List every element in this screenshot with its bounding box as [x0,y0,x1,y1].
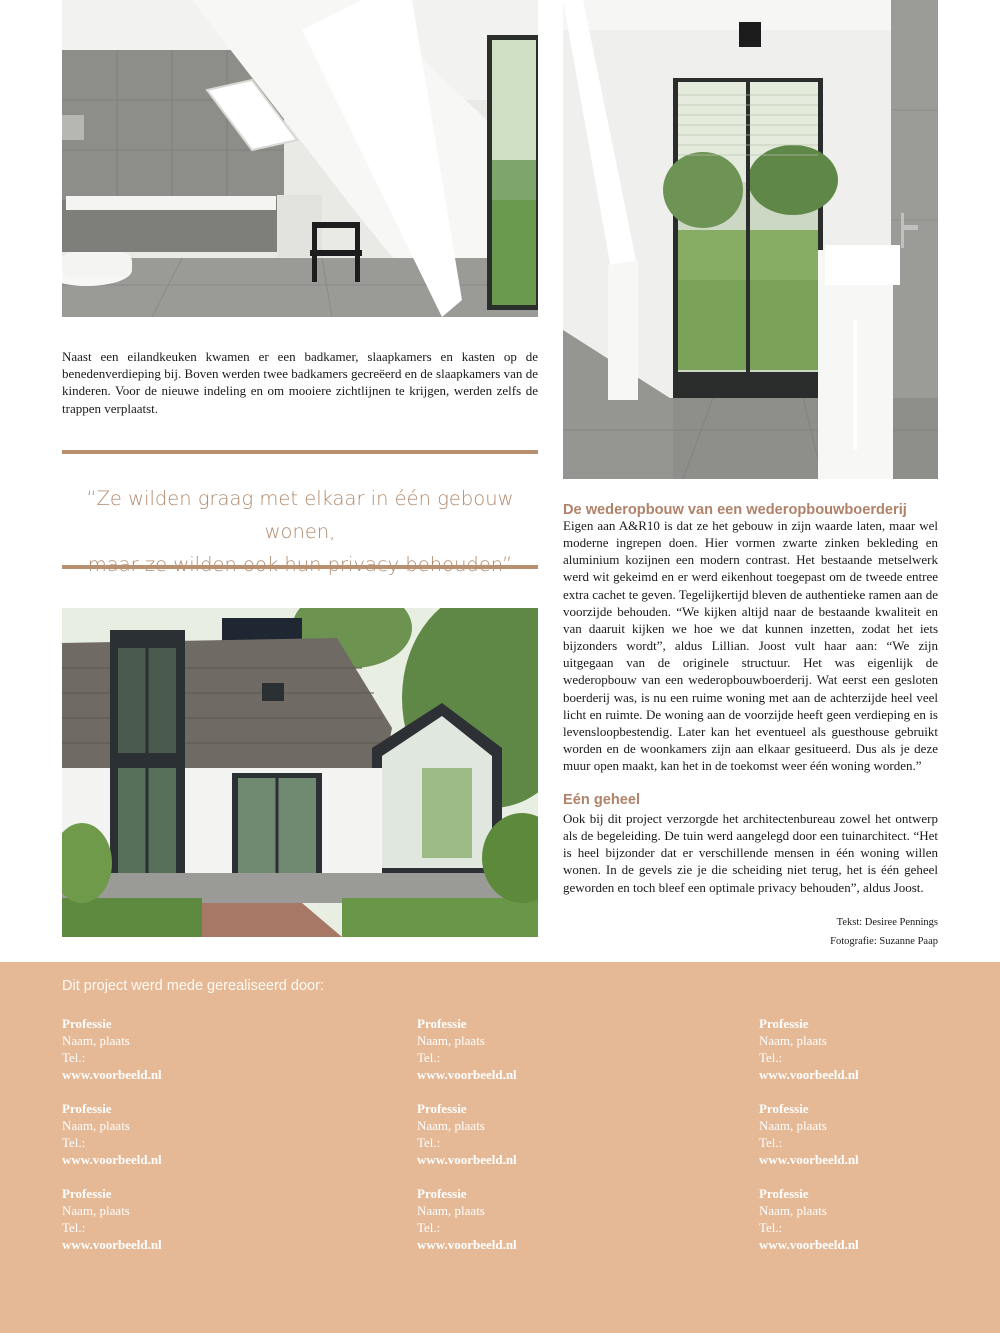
photo-attic-bathroom [62,0,538,317]
contact-website-link[interactable]: www.voorbeeld.nl [759,1237,859,1252]
contact-block [62,1015,282,1083]
contact-name: Naam, plaats [417,1118,485,1133]
contact-profession: Professie [62,1101,112,1116]
contact-name: Naam, plaats [417,1033,485,1048]
contact-website-link[interactable]: www.voorbeeld.nl [62,1237,162,1252]
section-body-wederopbouw: Eigen aan A&R10 is dat ze het gebouw in zijn waarde laten, maar wel moderne ingrepen doen. Hier vormen zwarte zinken bekleding en aluminium kozijnen een modern contrast. Het bestaande metselwerk werd wit gekeimd en er werd eikenhout toegepast om de tweede entree extra cachet te geven. Tegelijkertijd bleven de authentieke ramen aan de voorzijde behouden. “We kijken altijd naar de bestaande kwaliteit en van daaruit kijken we hoe we dat kunnen inzetten, zodat het iets bijzonders wordt”, aldus Lillian. Joost vult haar aan: “We zijn uitgegaan van de originele structuur. Het was eigenlijk de wederopbouw van een wederopbouwboerderij. Wat eerst een gesloten boerderij was, is nu een ruime woning met aan de achterzijde heel veel licht en ruimte. De woning aan de voorzijde heeft geen verdieping en is levensloopbestendig. Later kan het eventueel als guesthouse gebruikt worden en de woonkamers zijn aan elkaar gesitueerd. Dus als je deze muur open maakt, kan het in de toekomst weer één woning worden.” [563,518,938,774]
contact-website-link[interactable]: www.voorbeeld.nl [62,1152,162,1167]
contact-profession: Professie [62,1186,112,1201]
credit-photography: Fotografie: Suzanne Paap [830,936,938,947]
contact-block [62,1100,282,1168]
article-credits [830,913,938,951]
contact-block [62,1185,282,1253]
contact-website-link[interactable]: www.voorbeeld.nl [62,1067,162,1082]
contact-block [759,1015,979,1083]
quote-rule-bottom [62,565,538,569]
contact-name: Naam, plaats [759,1118,827,1133]
contact-website-link[interactable]: www.voorbeeld.nl [417,1067,517,1082]
contact-profession: Professie [417,1101,467,1116]
credit-text: Tekst: Desiree Pennings [836,917,938,928]
contact-profession: Professie [417,1186,467,1201]
contact-tel: Tel.: [62,1135,86,1150]
contact-website-link[interactable]: www.voorbeeld.nl [417,1152,517,1167]
contact-profession: Professie [417,1016,467,1031]
contact-tel: Tel.: [417,1135,441,1150]
contact-website-link[interactable]: www.voorbeeld.nl [759,1067,859,1082]
contact-website-link[interactable]: www.voorbeeld.nl [759,1152,859,1167]
section-heading-wederopbouw: De wederopbouw van een wederopbouwboerderij [563,502,907,518]
contact-tel: Tel.: [759,1050,783,1065]
contact-block [759,1100,979,1168]
photo-bathroom-window [563,0,938,479]
contact-website-link[interactable]: www.voorbeeld.nl [417,1237,517,1252]
contact-name: Naam, plaats [62,1033,130,1048]
intro-paragraph: Naast een eilandkeuken kwamen er een badkamer, slaapkamers en kasten op de benedenverdieping bij. Boven werden twee badkamers gecreëerd en de slaapkamers van de kinderen. Voor de nieuwe indeling en om mooiere zichtlijnen te krijgen, werden zelfs de trappen verplaatst. [62,349,538,416]
contact-tel: Tel.: [62,1220,86,1235]
contact-tel: Tel.: [62,1050,86,1065]
pull-quote-line-1: “Ze wilden graag met elkaar in één gebouw wonen, [86,487,514,543]
section-body-een-geheel: Ook bij dit project verzorgde het architectenbureau zowel het ontwerp als de begeleiding. De tuin werd aangelegd door een tuinarchitect. “Het is heel bijzonder dat er verschillende mensen in één woning willen wonen. In de gevels zie je die scheiding niet terug, het is één geheel geworden en toch bleef een optimale privacy behouden”, aldus Joost. [563,811,938,895]
section-heading-een-geheel: Eén geheel [563,792,641,808]
contact-name: Naam, plaats [417,1203,485,1218]
contact-name: Naam, plaats [759,1203,827,1218]
contact-profession: Professie [759,1016,809,1031]
contact-block [417,1015,637,1083]
footer-title: Dit project werd mede gerealiseerd door: [62,978,324,994]
contact-profession: Professie [62,1016,112,1031]
contact-block [417,1185,637,1253]
contact-name: Naam, plaats [62,1203,130,1218]
contact-tel: Tel.: [759,1220,783,1235]
contact-name: Naam, plaats [62,1118,130,1133]
contact-tel: Tel.: [759,1135,783,1150]
contact-block [417,1100,637,1168]
contact-tel: Tel.: [417,1050,441,1065]
contact-name: Naam, plaats [759,1033,827,1048]
contact-profession: Professie [759,1101,809,1116]
photo-house-exterior [62,608,538,937]
contact-profession: Professie [759,1186,809,1201]
contact-tel: Tel.: [417,1220,441,1235]
quote-rule-top [62,450,538,454]
contact-block [759,1185,979,1253]
